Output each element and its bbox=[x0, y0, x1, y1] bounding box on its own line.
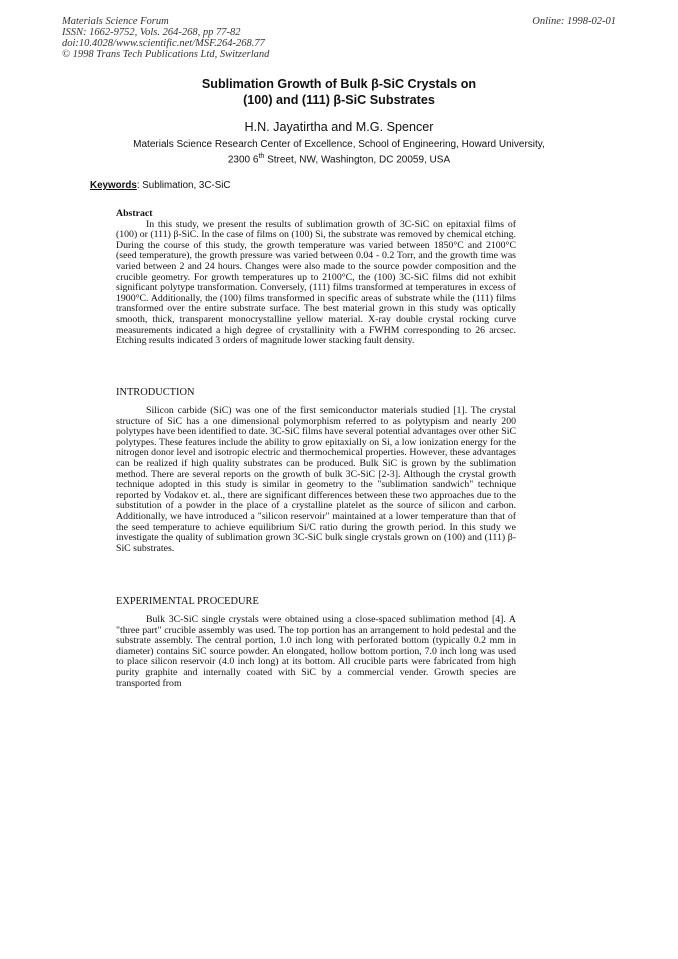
introduction-heading: INTRODUCTION bbox=[116, 387, 195, 398]
introduction-text: Silicon carbide (SiC) was one of the first semiconductor materials studied [1]. The crystal structure of SiC has a one dimensional polymorphism referred to as polytypism and nearly 200 polytypes have been identified to date. 3C-SiC films have several potential advantages over other SiC polytypes. These features include the ability to grow epitaxially on Si, a low ionization energy for the nitrogen donor level and isotropic electric and thermochemical properties. However, these advantages can be realized if high quality substrates can be produced. Bulk SiC is grown by the sublimation method. There are several reports on the growth of bulk 3C-SiC [2-3]. Although the crystal growth technique adopted in this study is similar in geometry to the "sublimation sandwich" technique reported by Vodakov et. al., there are significant differences between these two approaches due to the substitution of a powder in the place of a crystalline platelet as the source of silicon and carbon. Additionally, we have introduced a "silicon reservoir" maintained at a lower temperature than that of the seed temperature to achieve equilibrium Si/C ratio during the growth period. In this study we investigate the quality of sublimation grown 3C-SiC bulk single crystals grown on (100) and (111) β-SiC substrates. bbox=[116, 405, 516, 554]
journal-name: Materials Science Forum bbox=[62, 16, 169, 27]
keywords-value: : Sublimation, 3C-SiC bbox=[136, 180, 231, 191]
keywords bbox=[90, 180, 230, 191]
experimental-section bbox=[116, 615, 516, 689]
online-date: Online: 1998-02-01 bbox=[532, 16, 616, 27]
abstract-text: In this study, we present the results of sublimation growth of 3C-SiC on epitaxial films of (100) or (111) β-SiC. In the case of films on (100) Si, the substrate was removed by chemical etching. During the course of this study, the growth temperature was varied between 1850°C and 2100°C (seed temperature), the growth pressure was varied between 0.04 - 0.2 Torr, and the growth time was varied between 2 and 24 hours. Changes were also made to the source powder composition and the crucible geometry. For growth temperatures up to 2100°C, the (100) 3C-SiC films did not exhibit significant polytype transformation. Conversely, (111) films transformed at temperatures in excess of 1900°C. Additionally, the (100) films transformed in specific areas of substrate while the (111) films transformed over the entire substrate surface. The best material grown in this study was optically smooth, thick, transparent monocrystalline yellow material. X-ray double crystal rocking curve measurements indicated a high degree of crystallinity with a FWHM corresponding to 26 arcsec. Etching results indicated 3 orders of magnitude lower stacking fault density. bbox=[116, 218, 516, 347]
abstract-heading: Abstract bbox=[116, 208, 153, 219]
experimental-text: Bulk 3C-SiC single crystals were obtained using a close-spaced sublimation method [4]. A "three part" crucible assembly was used. The top portion has an arrangement to hold pedestal and the substrate assembly. The central portion, 1.0 inch long with perforated bottom (typically 0.2 mm in diameter) contains SiC source powder. An elongated, hollow bottom portion, 7.0 inch long was used to place silicon reservoir (4.0 inch long) at its bottom. All crucible parts were fabricated from high purity graphite and internally coated with SiC by a commercial vender. Growth species are transported from bbox=[116, 614, 516, 689]
affiliation-line-2: 2300 6th Street, NW, Washington, DC 20059, USA bbox=[227, 153, 451, 166]
journal-doi[interactable]: doi:10.4028/www.scientific.net/MSF.264-268.77 bbox=[62, 38, 265, 49]
title-line-1: Sublimation Growth of Bulk β-SiC Crystals on bbox=[201, 77, 477, 91]
journal-header bbox=[62, 16, 269, 60]
journal-issn: ISSN: 1662-9752, Vols. 264-268, pp 77-82 bbox=[62, 27, 241, 38]
introduction-section bbox=[116, 406, 516, 554]
title-line-2: (100) and (111) β-SiC Substrates bbox=[243, 93, 435, 107]
paper-title bbox=[0, 76, 678, 108]
paper-affiliation bbox=[0, 139, 678, 166]
journal-copyright: © 1998 Trans Tech Publications Ltd, Switzerland bbox=[62, 49, 270, 60]
affiliation-line-1: Materials Science Research Center of Excellence, School of Engineering, Howard University, bbox=[133, 139, 545, 150]
paper-authors: H.N. Jayatirtha and M.G. Spencer bbox=[244, 120, 434, 134]
keywords-label: Keywords bbox=[90, 180, 137, 191]
abstract-section bbox=[116, 209, 516, 347]
experimental-heading: EXPERIMENTAL PROCEDURE bbox=[116, 596, 259, 607]
